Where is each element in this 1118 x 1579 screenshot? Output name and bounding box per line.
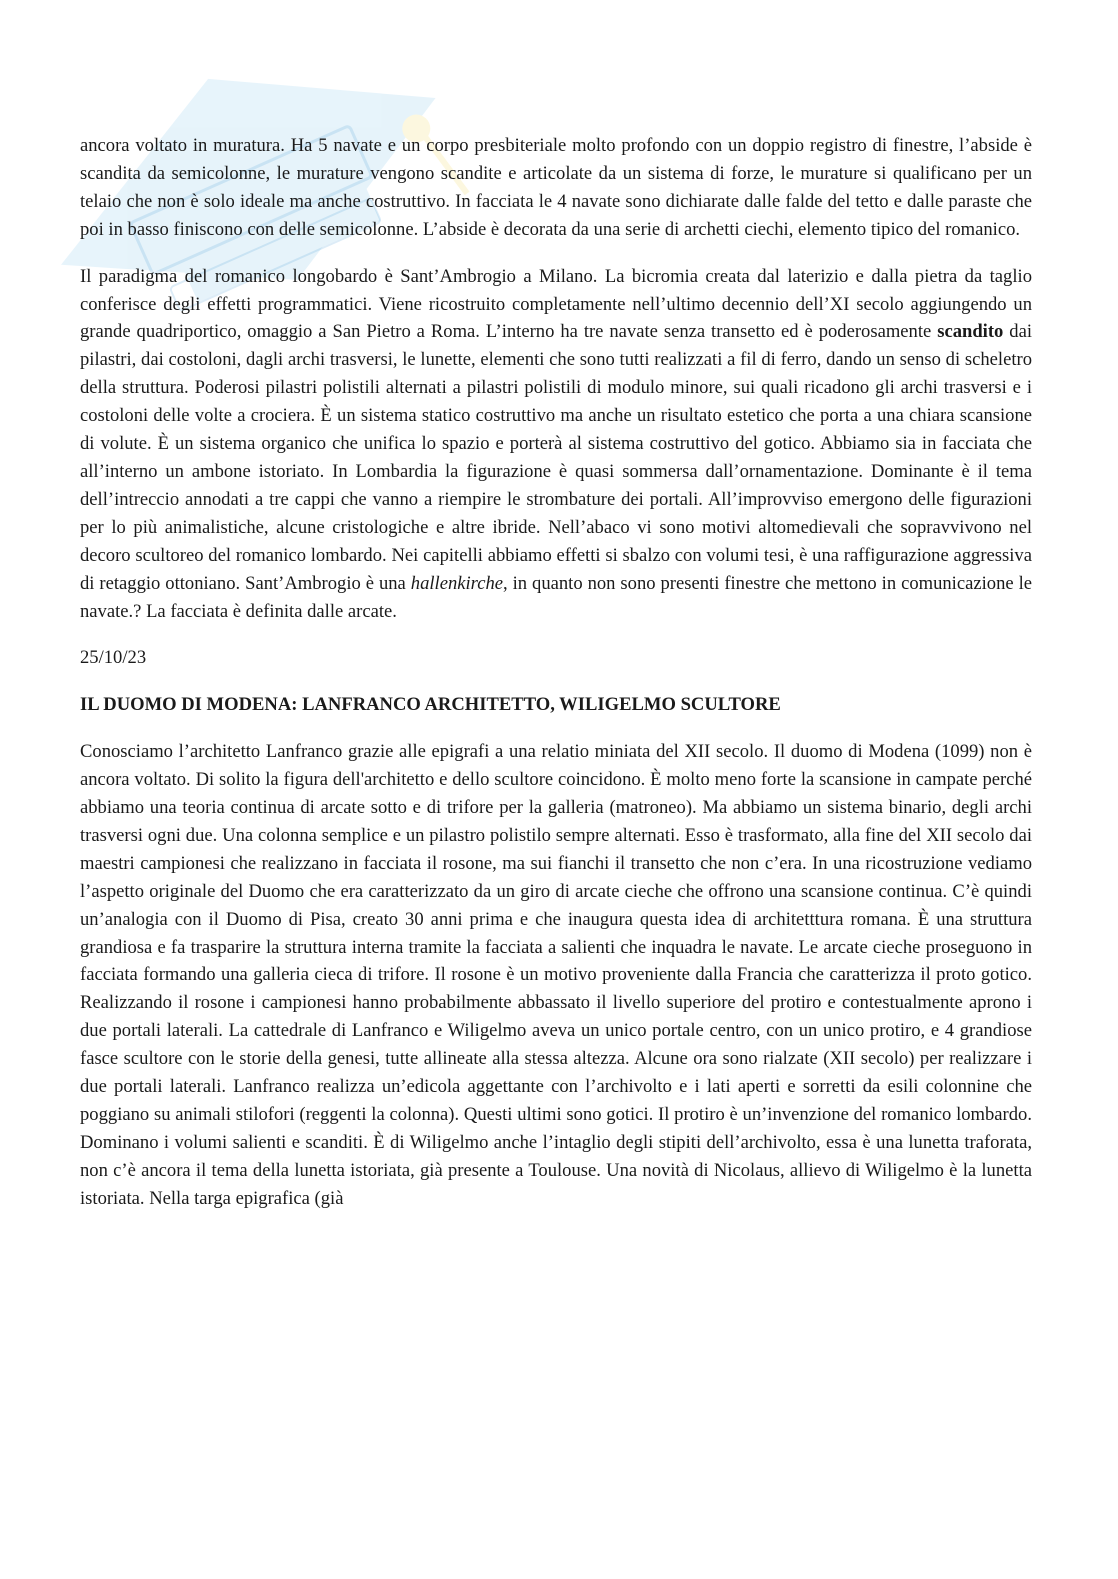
paragraph-continuation: ancora voltato in muratura. Ha 5 navate e un corpo presbiteriale molto profondo con un doppio registro di finestre, l’abside è scandita da semicolonne, le murature vengono scandite e articolate da un sistema di forze, le murature si qualificano per un telaio che non è solo ideale ma anche costruttivo. In facciata le 4 navate sono dichiarate dalle falde del tetto e dalle paraste che poi in basso finiscono con delle semicolonne. L’abside è decorata da una serie di archetti ciechi, elemento tipico del romanico. bbox=[80, 135, 1032, 240]
section-heading: IL DUOMO DI MODENA: LANFRANCO ARCHITETTO, WILIGELMO SCULTORE bbox=[80, 694, 781, 716]
paragraph-santambrogio bbox=[80, 263, 1032, 626]
paragraph-text: Il paradigma del romanico longobardo è Sant’Ambrogio a Milano. La bicromia creata dal laterizio e dalla pietra da taglio conferisce degli effetti programmatici. Viene ricostruito completamente nell’ultimo decennio dell’XI secolo aggiungendo un grande quadriportico, omaggio a San Pietro a Roma. L’interno ha tre navate senza transetto ed è poderosamente bbox=[80, 265, 1032, 343]
italic-term: hallenkirche bbox=[410, 572, 504, 594]
document-body bbox=[80, 132, 1032, 1232]
paragraph-text: dai pilastri, dai costoloni, dagli archi trasversi, le lunette, elementi che sono tutti realizzati a fil di ferro, dando un senso di scheletro della struttura. Poderosi pilastri polistili alternati a pilastri polistili di modulo minore, sui quali ricadono gli archi trasversi e i costoloni delle volte a crociera. È un sistema statico costruttivo ma anche un risultato estetico che porta a una chiara scansione di volute. È un sistema organico che unifica lo spazio e porterà al sistema costruttivo del gotico. Abbiamo sia in facciata che all’interno un ambone istoriato. In Lombardia la figurazione è quasi sommersa dall’ornamentazione. Dominante è il tema dell’intreccio annodati a tre cappi che vanno a riempire le strombature dei portali. All’improvviso emergono delle figurazioni per lo più animalistiche, alcune cristologiche e altre ibride. Nell’abaco vi sono motivi altomedievali che sopravvivono nel decoro scultoreo del romanico lombardo. Nei capitelli abbiamo effetti si sbalzo con volumi tesi, è una raffigurazione aggressiva di retaggio ottoniano. Sant’Ambrogio è una bbox=[80, 321, 1032, 594]
bold-term: scandito bbox=[937, 321, 1004, 343]
lecture-date: 25/10/23 bbox=[80, 647, 147, 669]
paragraph-duomo-modena: Conosciamo l’architetto Lanfranco grazie alle epigrafi a una relatio miniata del XII secolo. Il duomo di Modena (1099) non è ancora voltato. Di solito la figura dell'architetto e dello scultore coincidono. È molto meno forte la scansione in campate perché abbiamo una teoria continua di arcate sotto e di trifore per la galleria (matroneo). Ma abbiamo un sistema binario, degli archi trasversi ogni due. Una colonna semplice e un pilastro polistilo sempre alternati. Esso è trasformato, alla fine del XII secolo dai maestri campionesi che realizzano in facciata il rosone, ma sui fianchi il transetto che non c’era. In una ricostruzione vediamo l’aspetto originale del Duomo che era caratterizzato da un giro di arcate cieche che offrono una scansione continua. C’è quindi un’analogia con il Duomo di Pisa, creato 30 anni prima e che inaugura questa idea di architetttura romana. È una struttura grandiosa e fa trasparire la struttura interna tramite la facciata a salienti che inquadra le navate. Le arcate cieche proseguono in facciata formando una galleria cieca di trifore. Il rosone è un motivo proveniente dalla Francia che caratterizza il proto gotico. Realizzando il rosone i campionesi hanno probabilmente abbassato il livello superiore del protiro e contestualmente aprono i due portali laterali. La cattedrale di Lanfranco e Wiligelmo aveva un unico portale centro, con un unico protiro, e 4 grandiose fasce scultore con le storie della genesi, tutte allineate alla stessa altezza. Alcune ora sono rialzate (XII secolo) per realizzare i due portali laterali. Lanfranco realizza un’edicola aggettante con l’archivolto e i lati aperti e sorretti da esili colonnine che poggiano su animali stilofori (reggenti la colonna). Questi ultimi sono gotici. Il protiro è un’invenzione del romanico lombardo. Dominano i volumi salienti e scanditi. È di Wiligelmo anche l’intaglio degli stipiti dell’archivolto, essa è una lunetta traforata, non c’è ancora il tema della lunetta istoriata, già presente a Toulouse. Una novità di Nicolaus, allievo di Wiligelmo è la lunetta istoriata. Nella targa epigrafica (già bbox=[80, 741, 1032, 1209]
paragraph-text: , in quanto non sono presenti finestre che mettono in comunicazione le navate.? La facciata è definita dalle arcate. bbox=[80, 572, 1032, 622]
